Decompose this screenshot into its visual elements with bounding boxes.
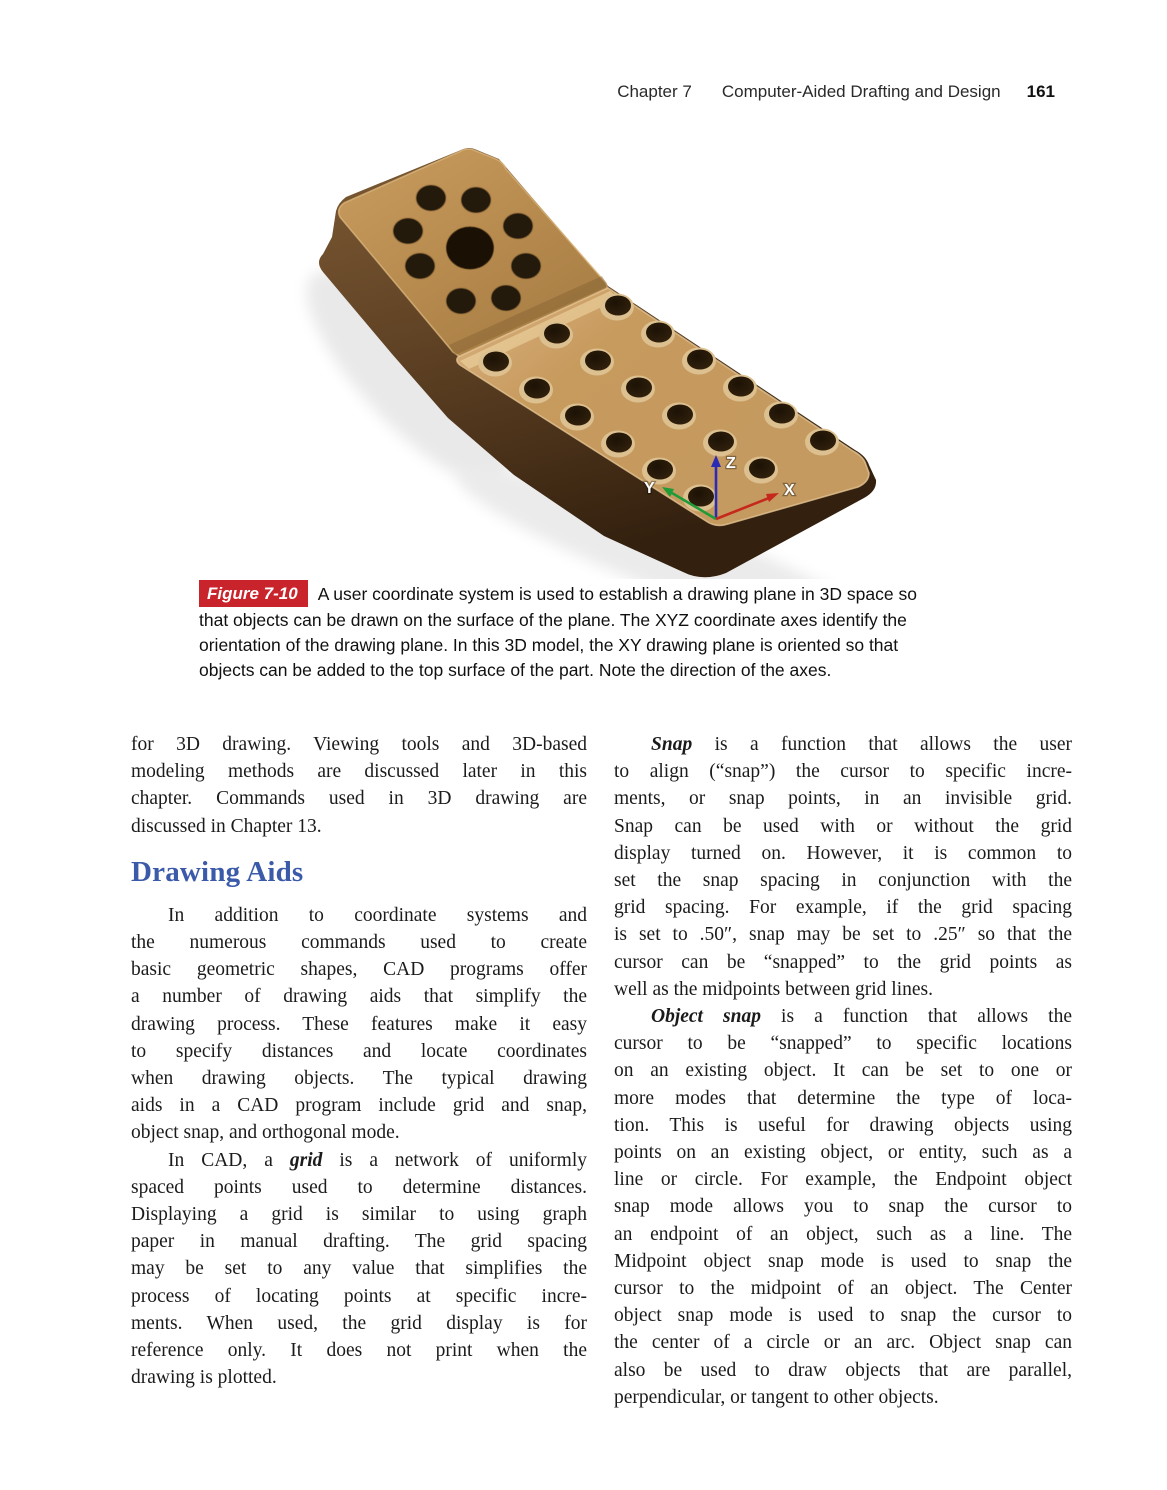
caption-line: objects can be added to the top surface of the part. Note the direction of the axes. [199, 660, 832, 680]
text-line: process of locating points at specific incre- [131, 1285, 587, 1307]
paragraph [614, 731, 1072, 1003]
caption-line: that objects can be drawn on the surface of the plane. The XYZ coordinate axes identify the [199, 610, 907, 630]
hole [511, 253, 541, 279]
body-column-left [131, 731, 587, 1391]
text-line: an endpoint of an object, such as a line. The [614, 1223, 1072, 1245]
hole [491, 285, 521, 311]
x-axis-label: X [784, 482, 795, 499]
text-line: grid spacing. For example, if the grid spacing [614, 897, 1072, 919]
hole [524, 379, 550, 399]
text-line: for 3D drawing. Viewing tools and 3D-based [131, 734, 587, 755]
caption-line: orientation of the drawing plane. In this 3D model, the XY drawing plane is oriented so that [199, 635, 899, 655]
hole [585, 351, 611, 371]
text-line: on an existing object. It can be set to one or [614, 1060, 1072, 1082]
y-axis-label: Y [644, 480, 655, 497]
text-line: a number of drawing aids that simplify the [131, 986, 587, 1008]
chapter-label: Chapter 7 [617, 82, 692, 101]
hole [687, 350, 713, 370]
hole [446, 288, 476, 314]
hole [483, 352, 509, 372]
hole [769, 404, 795, 424]
hole [446, 227, 494, 270]
text-line: Displaying a grid is similar to using graph [131, 1204, 587, 1226]
chapter-title: Computer-Aided Drafting and Design [721, 82, 1001, 101]
hole [503, 213, 533, 239]
text-line: well as the midpoints between grid lines. [614, 978, 933, 1000]
text-line: may be set to any value that simplifies the [131, 1258, 587, 1280]
hole [461, 187, 491, 213]
text-line: cursor to be “snapped” to specific locations [614, 1033, 1072, 1055]
text-line: In CAD, a grid is a network of uniformly [168, 1149, 588, 1171]
hole [405, 253, 435, 279]
text-line: the center of a circle or an arc. Object snap can [614, 1332, 1072, 1354]
text-line: In addition to coordinate systems and [168, 904, 587, 926]
text-line: Object snap is a function that allows the [651, 1006, 1072, 1028]
hole [728, 377, 754, 397]
caption-text: A user coordinate system is used to establish a drawing plane in 3D space so [317, 584, 917, 604]
text-line: display turned on. However, it is common to [614, 842, 1072, 864]
text-line: tion. This is useful for drawing objects using [614, 1114, 1072, 1136]
text-line: points on an existing object, or entity, such as a [614, 1142, 1072, 1164]
text-line: snap mode allows you to snap the cursor to [614, 1196, 1072, 1218]
text-line: object snap, and orthogonal mode. [131, 1122, 400, 1144]
text-line: modeling methods are discussed later in this [131, 761, 587, 783]
text-line: chapter. Commands used in 3D drawing are [131, 788, 587, 810]
hole [646, 323, 672, 343]
figure-caption [199, 581, 999, 683]
text-line: Midpoint object snap mode is used to snap the [614, 1250, 1072, 1272]
hole [647, 460, 673, 480]
hole [626, 378, 652, 398]
paragraph [131, 902, 587, 1147]
text-line: when drawing objects. The typical drawing [131, 1068, 587, 1090]
text-line: cursor can be “snapped” to the grid points as [614, 951, 1072, 973]
text-line: object snap mode is used to snap the cursor to [614, 1305, 1072, 1327]
text-line: discussed in Chapter 13. [131, 815, 322, 837]
text-line: the numerous commands used to create [131, 932, 587, 954]
text-line: drawing is plotted. [131, 1367, 277, 1389]
figure-label: Figure 7-10 [199, 580, 308, 607]
text-line: also be used to draw objects that are parallel, [614, 1359, 1072, 1381]
text-line: Snap is a function that allows the user [651, 734, 1072, 755]
hole [565, 406, 591, 426]
text-line: line or circle. For example, the Endpoint object [614, 1169, 1072, 1191]
text-line: set the snap spacing in conjunction with the [614, 870, 1072, 892]
text-line: is set to .50″, snap may be set to .25″ so that the [614, 924, 1072, 946]
text-line: cursor to the midpoint of an object. The Center [614, 1278, 1072, 1300]
section-heading: Drawing Aids [131, 855, 304, 888]
hole [749, 459, 775, 479]
hole [810, 431, 836, 451]
cad-part-illustration [288, 143, 910, 579]
text-line: basic geometric shapes, CAD programs offer [131, 959, 587, 981]
paragraph [131, 731, 587, 840]
body-column-right [614, 731, 1072, 1411]
text-line: perpendicular, or tangent to other objects. [614, 1386, 939, 1408]
paragraph [131, 1147, 587, 1392]
text-line: drawing process. These features make it easy [131, 1013, 587, 1035]
caption-line [199, 581, 999, 608]
figure-7-10-image [288, 143, 910, 579]
text-line: paper in manual drafting. The grid spacing [131, 1231, 587, 1253]
hole [393, 218, 423, 244]
text-line: to specify distances and locate coordinates [131, 1040, 587, 1062]
text-line: spaced points used to determine distances. [131, 1176, 587, 1198]
z-axis-label: Z [726, 455, 736, 472]
hole [416, 185, 446, 211]
hole [667, 405, 693, 425]
text-line: aids in a CAD program include grid and snap, [131, 1095, 587, 1117]
hole [708, 432, 734, 452]
text-line: reference only. It does not print when the [131, 1340, 587, 1362]
text-line: ments, or snap points, in an invisible grid. [614, 788, 1072, 810]
hole [544, 324, 570, 344]
paragraph [614, 1003, 1072, 1411]
text-line: to align (“snap”) the cursor to specific incre- [614, 761, 1072, 783]
hole [606, 433, 632, 453]
running-head [430, 82, 1055, 102]
text-line: ments. When used, the grid display is for [131, 1312, 587, 1334]
hole [605, 296, 631, 316]
page-number: 161 [1026, 82, 1055, 101]
text-line: Snap can be used with or without the grid [614, 815, 1072, 837]
text-line: more modes that determine the type of loca- [614, 1087, 1072, 1109]
